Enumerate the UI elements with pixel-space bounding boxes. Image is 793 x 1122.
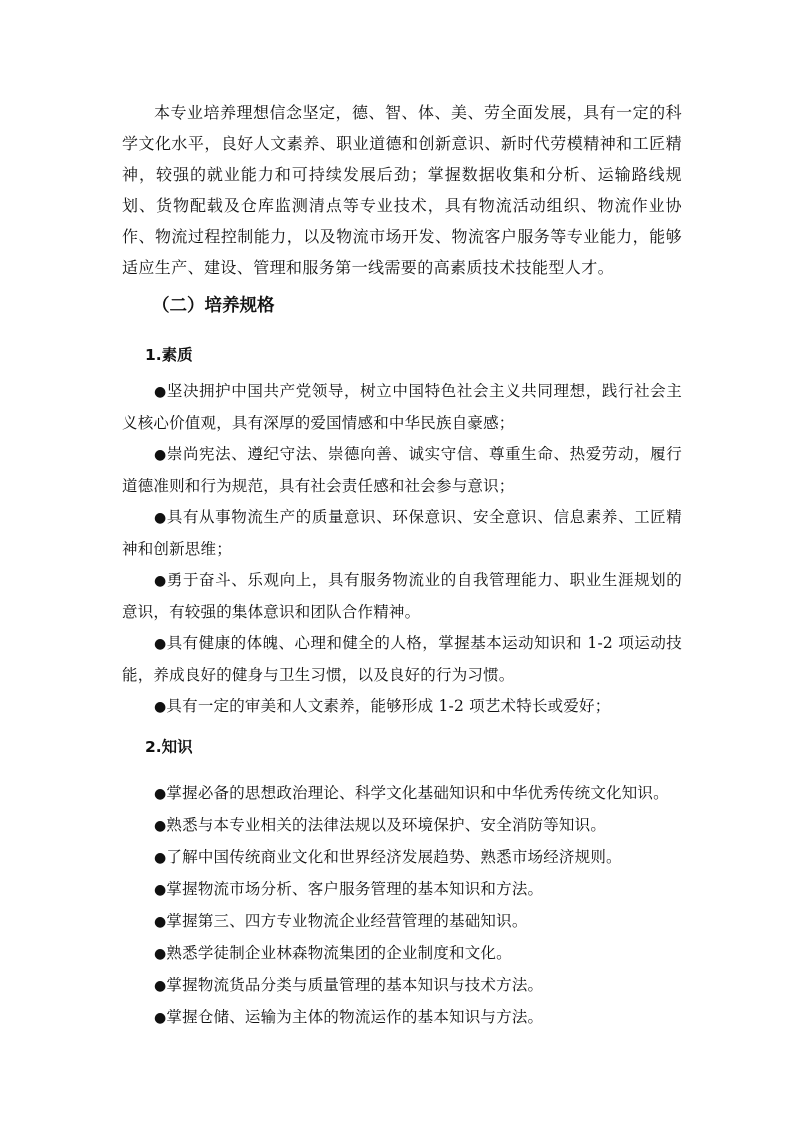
list-item-text: 掌握仓储、运输为主体的物流运作的基本知识与方法。: [166, 1008, 544, 1026]
intro-paragraph: 本专业培养理想信念坚定，德、智、体、美、劳全面发展，具有一定的科学文化水平，良好人文素养、职业道德和创新意识、新时代劳模精神和工匠精神，较强的就业能力和可持续发展后劲；掌握数据收集和分析、运输路线规划、货物配载及仓库监测清点等专业技术，具有物流活动组织、物流作业协作、物流过程控制能力，以及物流市场开发、物流客户服务等专业能力，能够适应生产、建设、管理和服务第一线需要的高素质技术技能型人才。: [122, 103, 682, 277]
list-item: [122, 810, 682, 842]
list-item-text: 崇尚宪法、遵纪守法、崇德向善、诚实守信、尊重生命、热爱劳动，履行道德准则和行为规范，具有社会责任感和社会参与意识；: [122, 445, 682, 495]
bullet-icon: ●: [154, 914, 167, 930]
bullet-icon: ●: [154, 818, 167, 834]
list-item-text: 掌握物流市场分析、客户服务管理的基本知识和方法。: [166, 880, 544, 898]
list-item-text: 具有一定的审美和人文素养，能够形成 1-2 项艺术特长或爱好；: [166, 697, 611, 715]
list-item: [122, 628, 682, 691]
bullet-icon: ●: [154, 850, 167, 866]
bullet-icon: ●: [154, 447, 167, 463]
list-item: [122, 970, 682, 1002]
list-item-text: 掌握必备的思想政治理论、科学文化基础知识和中华优秀传统文化知识。: [166, 784, 669, 802]
list-item: [122, 439, 682, 502]
bullet-icon: ●: [154, 573, 167, 589]
list-item: [122, 874, 682, 906]
bullet-icon: ●: [154, 384, 167, 400]
list-item-text: 勇于奋斗、乐观向上，具有服务物流业的自我管理能力、职业生涯规划的意识，有较强的集体意识和团队合作精神。: [122, 571, 682, 621]
list-item: [122, 502, 682, 565]
knowledge-heading: 2.知识: [145, 738, 193, 756]
list-item: [122, 842, 682, 874]
bullet-icon: ●: [154, 636, 167, 652]
list-item-text: 掌握第三、四方专业物流企业经营管理的基础知识。: [166, 912, 528, 930]
list-item-text: 掌握物流货品分类与质量管理的基本知识与技术方法。: [166, 976, 544, 994]
list-item-text: 熟悉与本专业相关的法律法规以及环境保护、安全消防等知识。: [166, 816, 607, 834]
list-item: [122, 376, 682, 439]
bullet-icon: ●: [154, 946, 167, 962]
bullet-icon: ●: [154, 882, 167, 898]
list-item-text: 熟悉学徒制企业林森物流集团的企业制度和文化。: [166, 944, 512, 962]
bullet-icon: ●: [154, 1010, 167, 1026]
knowledge-list: [122, 778, 682, 1034]
list-item: [122, 1002, 682, 1034]
list-item: [122, 906, 682, 938]
quality-heading: 1.素质: [145, 346, 193, 364]
list-item: [122, 565, 682, 628]
bullet-icon: ●: [154, 510, 167, 526]
bullet-icon: ●: [154, 978, 167, 994]
list-item: [122, 938, 682, 970]
list-item: [122, 691, 682, 723]
list-item: [122, 778, 682, 810]
bullet-icon: ●: [154, 699, 167, 715]
list-item-text: 具有健康的体魄、心理和健全的人格，掌握基本运动知识和 1-2 项运动技能，养成良好的健身与卫生习惯，以及良好的行为习惯。: [122, 634, 682, 684]
list-item-text: 具有从事物流生产的质量意识、环保意识、安全意识、信息素养、工匠精神和创新思维；: [122, 508, 682, 558]
section-title: （二）培养规格: [152, 296, 275, 316]
bullet-icon: ●: [154, 786, 167, 802]
quality-list: [122, 376, 682, 723]
list-item-text: 坚决拥护中国共产党领导，树立中国特色社会主义共同理想，践行社会主义核心价值观，具有深厚的爱国情感和中华民族自豪感；: [122, 382, 682, 432]
list-item-text: 了解中国传统商业文化和世界经济发展趋势、熟悉市场经济规则。: [166, 848, 622, 866]
